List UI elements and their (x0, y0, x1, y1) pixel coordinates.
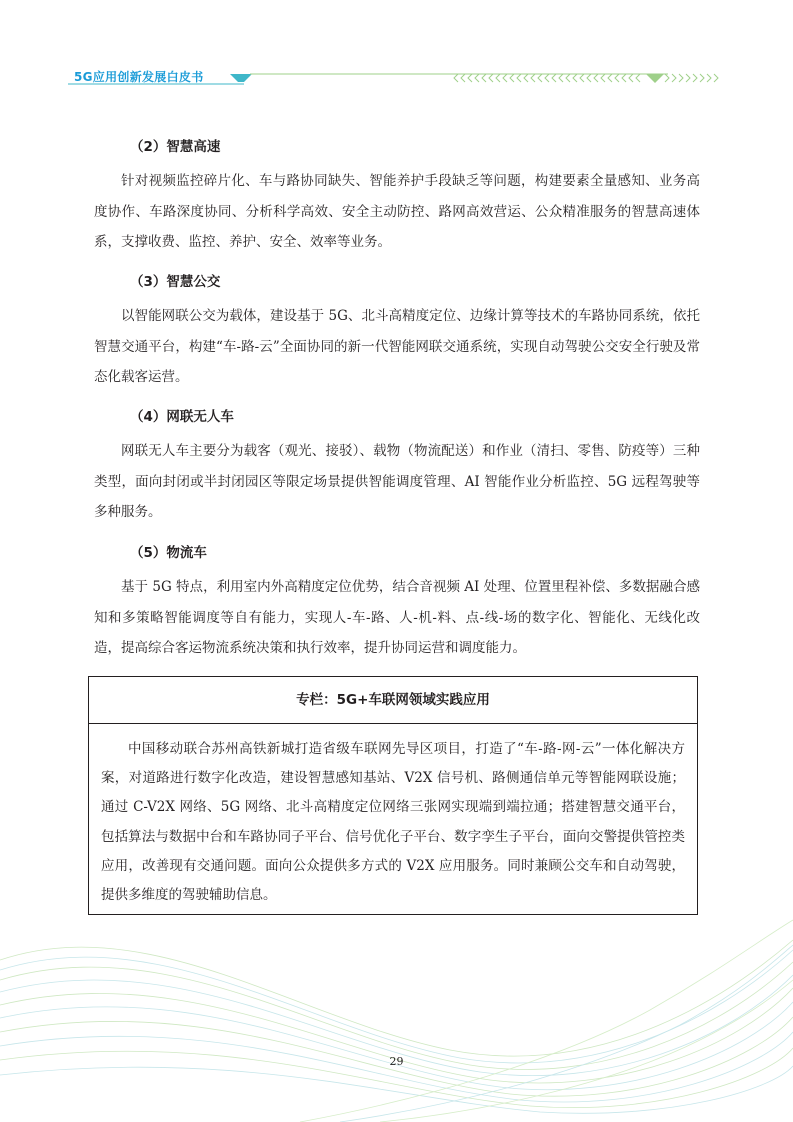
page-number: 29 (389, 1055, 404, 1068)
section-heading: （3）智慧公交 (130, 274, 221, 290)
page-header (0, 62, 793, 92)
section-body: 基于 5G 特点，利用室内外高精度定位优势，结合音视频 AI 处理、位置里程补偿、多数据融合感知和多策略智能调度等自有能力，实现人-车-路、人-机-料、点-线-场的数字化、智能化、无线化改造，提高综合客运物流系统决策和执行效率，提升协同运营和调度能力。 (94, 579, 700, 656)
header-chevrons (454, 74, 718, 82)
section-body: 针对视频监控碎片化、车与路协同缺失、智能养护手段缺乏等问题，构建要素全量感知、业务高度协作、车路深度协同、分析科学高效、安全主动防控、路网高效营运、公众精准服务的智慧高速体系，支撑收费、监控、养护、安全、效率等业务。 (94, 173, 700, 250)
column-body: 中国移动联合苏州高铁新城打造省级车联网先导区项目，打造了“车-路-网-云”一体化解决方案，对道路进行数字化改造，建设智慧感知基站、V2X 信号机、路侧通信单元等智能网联设施；通过 C-V2X 网络、5G 网络、北斗高精度定位网络三张网实现端到端拉通；搭建智慧交通平台，包括算法与数据中台和车路协同子平台、信号优化子平台、数字孪生子平台，面向交警提供管控类应用，改善现有交通问题。面向公众提供多方式的 V2X 应用服务。同时兼顾公交车和自动驾驶，提供多维度的驾驶辅助信息。 (101, 741, 685, 904)
column-box (88, 676, 698, 915)
section-heading: （4）网联无人车 (130, 409, 234, 425)
section-body: 以智能网联公交为载体，建设基于 5G、北斗高精度定位、边缘计算等技术的车路协同系统，依托智慧交通平台，构建“车-路-云”全面协同的新一代智能网联交通系统，实现自动驾驶公交安全行驶及常态化载客运营。 (94, 308, 700, 385)
wave-decoration (0, 900, 793, 1122)
header-title: 5G应用创新发展白皮书 (74, 70, 204, 84)
section-heading: （2）智慧高速 (130, 139, 221, 155)
section-body: 网联无人车主要分为载客（观光、接驳）、载物（物流配送）和作业（清扫、零售、防疫等）三种类型，面向封闭或半封闭园区等限定场景提供智能调度管理、AI 智能作业分析监控、5G 远程驾驶等多种服务。 (94, 443, 700, 520)
column-title: 专栏：5G+车联网领域实践应用 (89, 677, 697, 724)
header-arrow-green (646, 74, 664, 83)
header-arrow-blue (230, 74, 252, 82)
section-heading: （5）物流车 (130, 545, 207, 561)
